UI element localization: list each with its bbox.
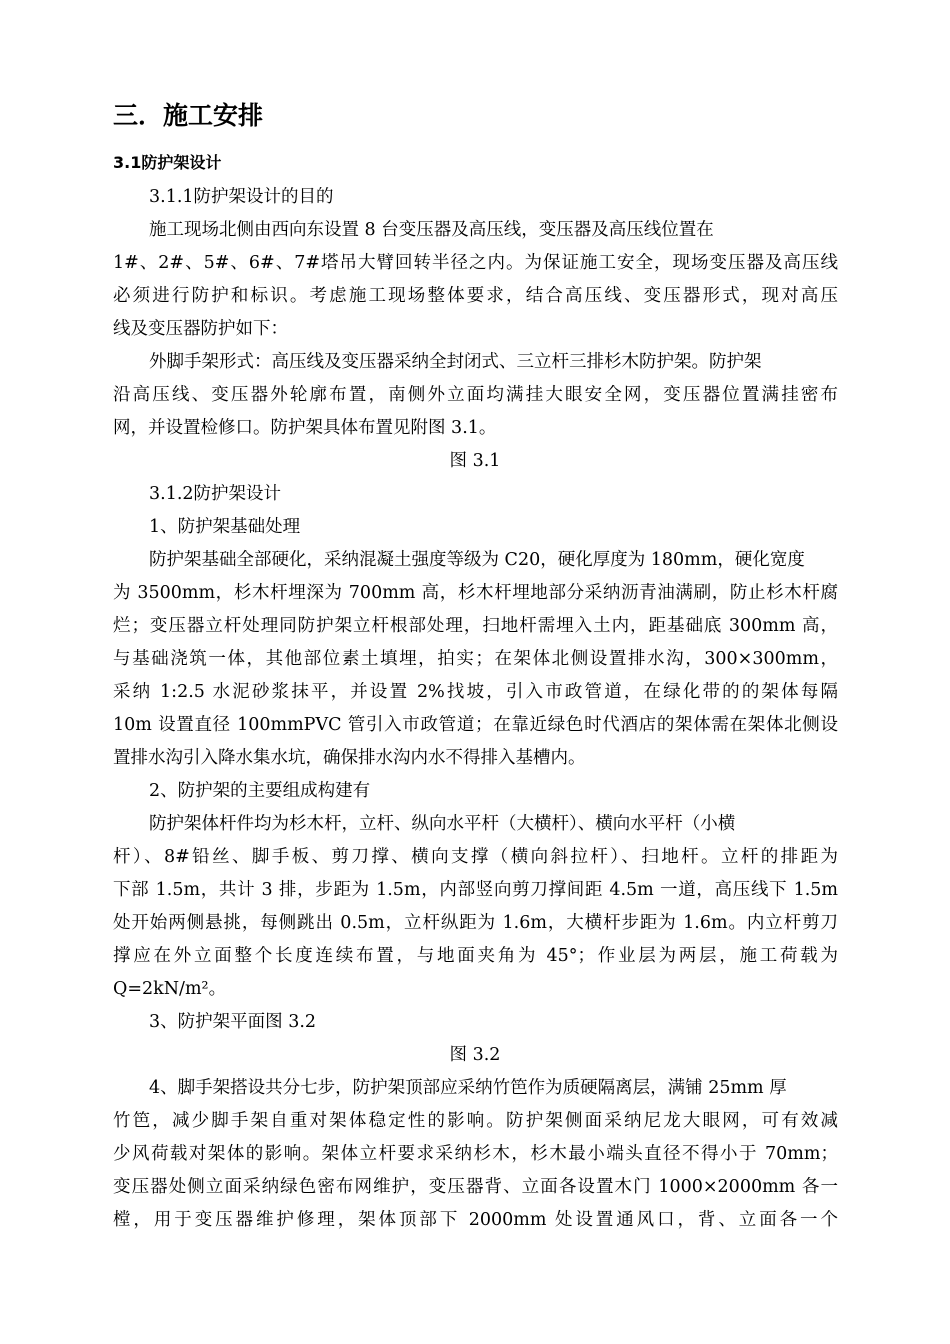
paragraph-line: 变压器处侧立面采纳绿色密布网维护，变压器背、立面各设置木门 1000×2000mm 各一: [113, 1177, 838, 1197]
paragraph-line: 外脚手架形式：高压线及变压器采纳全封闭式、三立杆三排杉木防护架。防护架: [149, 352, 762, 372]
chapter-heading: 三．施工安排: [113, 101, 264, 130]
paragraph-line: 撑应在外立面整个长度连续布置，与地面夹角为 45°；作业层为两层，施工荷载为: [113, 946, 838, 966]
paragraph-line: 处开始两侧悬挑，每侧跳出 0.5m，立杆纵距为 1.6m，大横杆步距为 1.6m。内立杆剪刀: [113, 913, 838, 933]
paragraph-line: 置排水沟引入降水集水坑，确保排水沟内水不得排入基槽内。: [113, 748, 586, 768]
paragraph-line: 4、脚手架搭设共分七步，防护架顶部应采纳竹笆作为质硬隔离层，满铺 25mm 厚: [149, 1078, 787, 1098]
figure-caption: 图 3.2: [449, 1045, 501, 1065]
paragraph-line: Q=2kN/m²。: [113, 979, 227, 999]
subsection-heading: 3.1.1防护架设计的目的: [149, 187, 334, 207]
section-heading: 3.1防护架设计: [113, 153, 222, 172]
paragraph-line: 采纳 1:2.5 水泥砂浆抹平，并设置 2%找坡，引入市政管道，在绿化带的的架体每隔: [113, 682, 838, 702]
paragraph-line: 为 3500mm，杉木杆埋深为 700mm 高，杉木杆埋地部分采纳沥青油满刷，防止杉木杆腐: [113, 583, 838, 603]
paragraph-line: 沿高压线、变压器外轮廓布置，南侧外立面均满挂大眼安全网，变压器位置满挂密布: [113, 385, 838, 405]
paragraph-line: 防护架体杆件均为杉木杆，立杆、纵向水平杆（大横杆）、横向水平杆（小横: [149, 814, 736, 834]
paragraph-line: 网，并设置检修口。防护架具体布置见附图 3.1。: [113, 418, 497, 438]
paragraph-line: 1#、2#、5#、6#、7#塔吊大臂回转半径之内。为保证施工安全，现场变压器及高压线: [113, 253, 838, 273]
subsection-heading: 3.1.2防护架设计: [149, 484, 282, 504]
paragraph-line: 施工现场北侧由西向东设置 8 台变压器及高压线，变压器及高压线位置在: [149, 220, 714, 240]
paragraph-line: 线及变压器防护如下：: [113, 319, 288, 339]
paragraph-line: 竹笆，减少脚手架自重对架体稳定性的影响。防护架侧面采纳尼龙大眼网，可有效减: [113, 1111, 838, 1131]
figure-caption: 图 3.1: [449, 451, 501, 471]
paragraph-line: 防护架基础全部硬化，采纳混凝土强度等级为 C20，硬化厚度为 180mm，硬化宽度: [149, 550, 805, 570]
paragraph-line: 杆）、8#铅丝、脚手板、剪刀撑、横向支撑（横向斜拉杆）、扫地杆。立杆的排距为: [113, 847, 838, 867]
paragraph-line: 少风荷载对架体的影响。架体立杆要求采纳杉木，杉木最小端头直径不得小于 70mm；: [113, 1144, 838, 1164]
paragraph-line: 10m 设置直径 100mmPVC 管引入市政管道；在靠近绿色时代酒店的架体需在架体北侧设: [113, 715, 838, 735]
item-title: 1、防护架基础处理: [149, 517, 301, 537]
item-title: 3、防护架平面图 3.2: [149, 1012, 317, 1032]
paragraph-line: 下部 1.5m，共计 3 排，步距为 1.5m，内部竖向剪刀撑间距 4.5m 一道，高压线下 1.5m: [113, 880, 838, 900]
paragraph-line: 必须进行防护和标识。考虑施工现场整体要求，结合高压线、变压器形式，现对高压: [113, 286, 838, 306]
paragraph-line: 与基础浇筑一体，其他部位素土填埋，拍实；在架体北侧设置排水沟，300×300mm，: [113, 649, 838, 669]
paragraph-line: 樘，用于变压器维护修理，架体顶部下 2000mm 处设置通风口，背、立面各一个: [113, 1210, 838, 1230]
paragraph-line: 烂；变压器立杆处理同防护架立杆根部处理，扫地杆需埋入土内，距基础底 300mm 高，: [113, 616, 838, 636]
item-title: 2、防护架的主要组成构建有: [149, 781, 371, 801]
